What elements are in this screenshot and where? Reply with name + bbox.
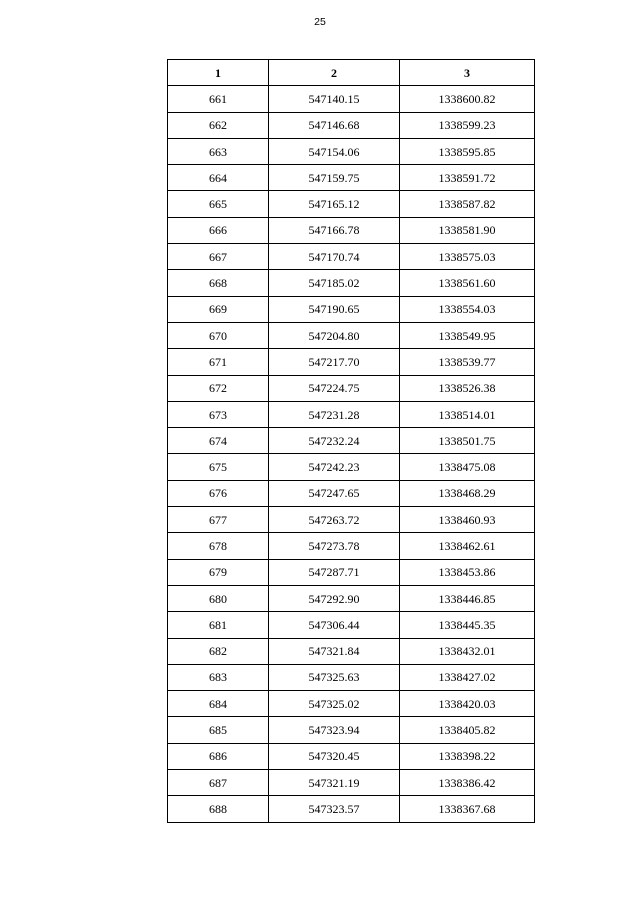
cell-y-coordinate: 1338420.03 <box>400 691 535 717</box>
cell-point-number: 665 <box>168 191 269 217</box>
cell-point-number: 682 <box>168 638 269 664</box>
cell-point-number: 679 <box>168 559 269 585</box>
cell-x-coordinate: 547323.57 <box>269 796 400 822</box>
cell-x-coordinate: 547325.63 <box>269 664 400 690</box>
cell-y-coordinate: 1338427.02 <box>400 664 535 690</box>
cell-point-number: 662 <box>168 112 269 138</box>
table-row <box>168 612 535 638</box>
cell-x-coordinate: 547217.70 <box>269 349 400 375</box>
table-row <box>168 165 535 191</box>
table-row <box>168 322 535 348</box>
table-row <box>168 507 535 533</box>
cell-x-coordinate: 547165.12 <box>269 191 400 217</box>
cell-y-coordinate: 1338581.90 <box>400 217 535 243</box>
cell-y-coordinate: 1338526.38 <box>400 375 535 401</box>
cell-y-coordinate: 1338539.77 <box>400 349 535 375</box>
cell-point-number: 678 <box>168 533 269 559</box>
cell-x-coordinate: 547190.65 <box>269 296 400 322</box>
cell-x-coordinate: 547247.65 <box>269 480 400 506</box>
cell-y-coordinate: 1338554.03 <box>400 296 535 322</box>
header-cell-point: 1 <box>168 60 269 86</box>
cell-point-number: 670 <box>168 322 269 348</box>
cell-point-number: 669 <box>168 296 269 322</box>
cell-point-number: 673 <box>168 401 269 427</box>
cell-point-number: 675 <box>168 454 269 480</box>
cell-y-coordinate: 1338599.23 <box>400 112 535 138</box>
cell-point-number: 672 <box>168 375 269 401</box>
cell-y-coordinate: 1338501.75 <box>400 428 535 454</box>
cell-x-coordinate: 547306.44 <box>269 612 400 638</box>
header-row <box>168 60 535 86</box>
cell-point-number: 683 <box>168 664 269 690</box>
cell-x-coordinate: 547146.68 <box>269 112 400 138</box>
cell-point-number: 681 <box>168 612 269 638</box>
cell-point-number: 684 <box>168 691 269 717</box>
cell-y-coordinate: 1338386.42 <box>400 770 535 796</box>
cell-y-coordinate: 1338460.93 <box>400 507 535 533</box>
table-header <box>168 60 535 86</box>
cell-y-coordinate: 1338405.82 <box>400 717 535 743</box>
cell-y-coordinate: 1338600.82 <box>400 86 535 112</box>
cell-x-coordinate: 547273.78 <box>269 533 400 559</box>
cell-x-coordinate: 547140.15 <box>269 86 400 112</box>
cell-y-coordinate: 1338575.03 <box>400 244 535 270</box>
cell-x-coordinate: 547320.45 <box>269 743 400 769</box>
table-row <box>168 349 535 375</box>
cell-x-coordinate: 547321.84 <box>269 638 400 664</box>
cell-y-coordinate: 1338549.95 <box>400 322 535 348</box>
table-row <box>168 244 535 270</box>
cell-point-number: 663 <box>168 138 269 164</box>
table-row <box>168 454 535 480</box>
cell-point-number: 661 <box>168 86 269 112</box>
table-row <box>168 533 535 559</box>
cell-x-coordinate: 547185.02 <box>269 270 400 296</box>
cell-point-number: 680 <box>168 585 269 611</box>
cell-point-number: 686 <box>168 743 269 769</box>
cell-y-coordinate: 1338514.01 <box>400 401 535 427</box>
cell-y-coordinate: 1338462.61 <box>400 533 535 559</box>
table-row <box>168 112 535 138</box>
cell-x-coordinate: 547159.75 <box>269 165 400 191</box>
table-row <box>168 428 535 454</box>
cell-x-coordinate: 547263.72 <box>269 507 400 533</box>
table-row <box>168 480 535 506</box>
cell-y-coordinate: 1338475.08 <box>400 454 535 480</box>
cell-point-number: 667 <box>168 244 269 270</box>
cell-y-coordinate: 1338453.86 <box>400 559 535 585</box>
cell-y-coordinate: 1338367.68 <box>400 796 535 822</box>
table-row <box>168 743 535 769</box>
cell-point-number: 685 <box>168 717 269 743</box>
cell-x-coordinate: 547242.23 <box>269 454 400 480</box>
cell-y-coordinate: 1338398.22 <box>400 743 535 769</box>
cell-x-coordinate: 547231.28 <box>269 401 400 427</box>
cell-y-coordinate: 1338595.85 <box>400 138 535 164</box>
table-row <box>168 691 535 717</box>
cell-y-coordinate: 1338432.01 <box>400 638 535 664</box>
table-row <box>168 559 535 585</box>
table-row <box>168 585 535 611</box>
table-row <box>168 270 535 296</box>
header-cell-y: 3 <box>400 60 535 86</box>
cell-y-coordinate: 1338446.85 <box>400 585 535 611</box>
cell-point-number: 688 <box>168 796 269 822</box>
table-row <box>168 664 535 690</box>
header-cell-x: 2 <box>269 60 400 86</box>
cell-point-number: 677 <box>168 507 269 533</box>
table-row <box>168 770 535 796</box>
table-row <box>168 375 535 401</box>
cell-x-coordinate: 547321.19 <box>269 770 400 796</box>
table-row <box>168 717 535 743</box>
cell-x-coordinate: 547232.24 <box>269 428 400 454</box>
cell-x-coordinate: 547325.02 <box>269 691 400 717</box>
cell-y-coordinate: 1338445.35 <box>400 612 535 638</box>
table-row <box>168 138 535 164</box>
table-body <box>168 86 535 822</box>
cell-point-number: 668 <box>168 270 269 296</box>
cell-point-number: 676 <box>168 480 269 506</box>
table-row <box>168 191 535 217</box>
cell-x-coordinate: 547292.90 <box>269 585 400 611</box>
cell-x-coordinate: 547204.80 <box>269 322 400 348</box>
table-row <box>168 86 535 112</box>
cell-point-number: 666 <box>168 217 269 243</box>
cell-x-coordinate: 547287.71 <box>269 559 400 585</box>
table-row <box>168 296 535 322</box>
cell-y-coordinate: 1338468.29 <box>400 480 535 506</box>
cell-y-coordinate: 1338587.82 <box>400 191 535 217</box>
cell-y-coordinate: 1338591.72 <box>400 165 535 191</box>
cell-x-coordinate: 547166.78 <box>269 217 400 243</box>
cell-y-coordinate: 1338561.60 <box>400 270 535 296</box>
cell-point-number: 687 <box>168 770 269 796</box>
table-row <box>168 796 535 822</box>
cell-point-number: 671 <box>168 349 269 375</box>
table-row <box>168 401 535 427</box>
cell-x-coordinate: 547170.74 <box>269 244 400 270</box>
cell-x-coordinate: 547154.06 <box>269 138 400 164</box>
table-row <box>168 638 535 664</box>
cell-x-coordinate: 547323.94 <box>269 717 400 743</box>
cell-x-coordinate: 547224.75 <box>269 375 400 401</box>
cell-point-number: 674 <box>168 428 269 454</box>
coordinates-table <box>167 59 535 823</box>
table-row <box>168 217 535 243</box>
cell-point-number: 664 <box>168 165 269 191</box>
page-number: 25 <box>314 16 326 28</box>
